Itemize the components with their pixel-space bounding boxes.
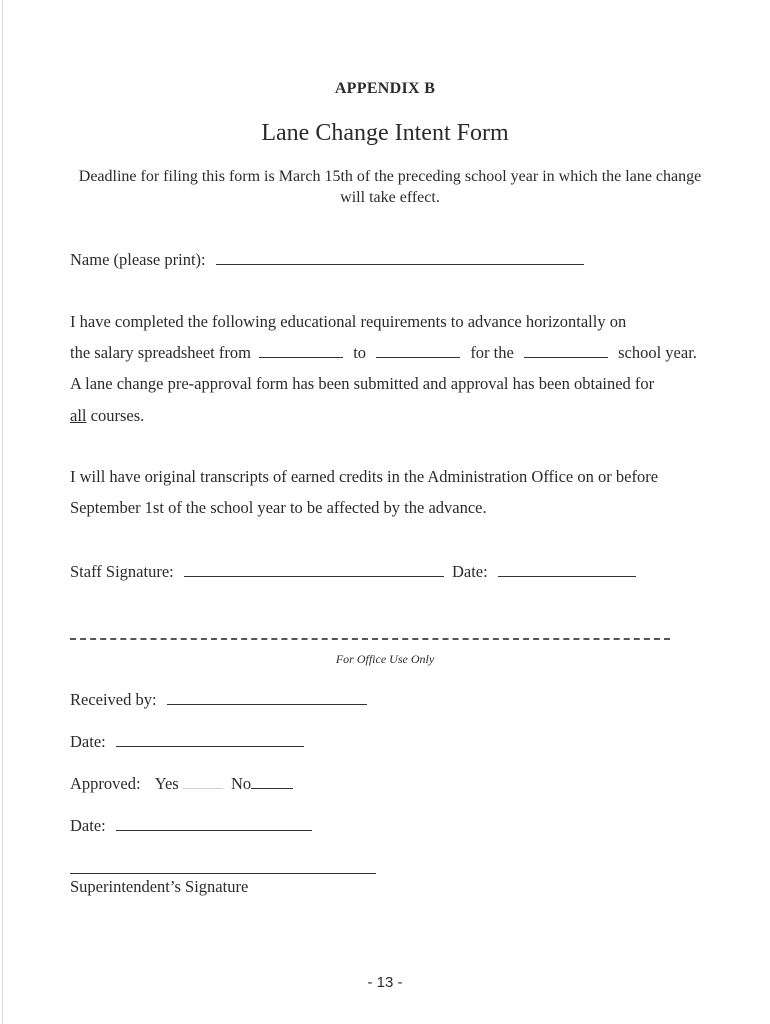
office-date2-field[interactable] [116, 818, 312, 831]
staff-signature-field[interactable] [184, 564, 444, 577]
all-emphasis: all [70, 406, 87, 425]
name-field[interactable] [216, 252, 584, 265]
office-date-row [70, 732, 304, 752]
school-year-label: school year. [618, 343, 697, 362]
date-field[interactable] [498, 564, 636, 577]
office-use-heading: For Office Use Only [335, 652, 435, 666]
requirements-line-3: A lane change pre-approval form has been submitted and approval has been obtained for [70, 374, 655, 393]
for-the-label: for the [470, 343, 514, 362]
office-date-label: Date: [70, 732, 106, 751]
received-field[interactable] [167, 692, 367, 705]
yes-field[interactable] [183, 776, 223, 789]
office-date2-label: Date: [70, 816, 106, 835]
received-label: Received by: [70, 690, 157, 709]
approved-label: Approved: [70, 774, 141, 793]
office-date2-row [70, 816, 312, 836]
school-year-field[interactable] [524, 345, 608, 358]
office-date-field[interactable] [116, 734, 304, 747]
to-label: to [353, 343, 367, 362]
date-label: Date: [451, 562, 488, 581]
transcripts-line-1: I will have original transcripts of earned credits in the Administration Office on or before [70, 467, 659, 486]
name-label: Name (please print): [70, 250, 206, 269]
to-lane-field[interactable] [376, 345, 460, 358]
approved-row [70, 774, 293, 794]
deadline-notice: Deadline for filing this form is March 15th of the preceding school year in which the lane change will take effect. [78, 168, 702, 206]
no-label: No [230, 774, 252, 793]
name-row [70, 250, 584, 270]
superintendent-signature-label: Superintendent’s Signature [70, 877, 249, 896]
no-field[interactable] [251, 776, 293, 789]
received-row [70, 690, 367, 710]
page-number: - 13 - [367, 974, 403, 991]
from-lane-field[interactable] [259, 345, 343, 358]
appendix-heading: APPENDIX B [334, 80, 436, 97]
office-divider [70, 638, 670, 640]
superintendent-signature-line[interactable] [70, 873, 376, 874]
courses-text: courses. [86, 406, 145, 425]
from-label: the salary spreadsheet from [70, 343, 251, 362]
requirements-line-1: I have completed the following educational requirements to advance horizontally on [70, 312, 627, 331]
staff-signature-row [70, 562, 636, 582]
yes-label: Yes [154, 774, 179, 793]
requirements-line-2 [70, 343, 697, 363]
form-title: Lane Change Intent Form [261, 120, 509, 146]
transcripts-line-2: September 1st of the school year to be affected by the advance. [70, 498, 487, 517]
requirements-line-4 [70, 406, 144, 426]
staff-signature-label: Staff Signature: [70, 562, 174, 581]
